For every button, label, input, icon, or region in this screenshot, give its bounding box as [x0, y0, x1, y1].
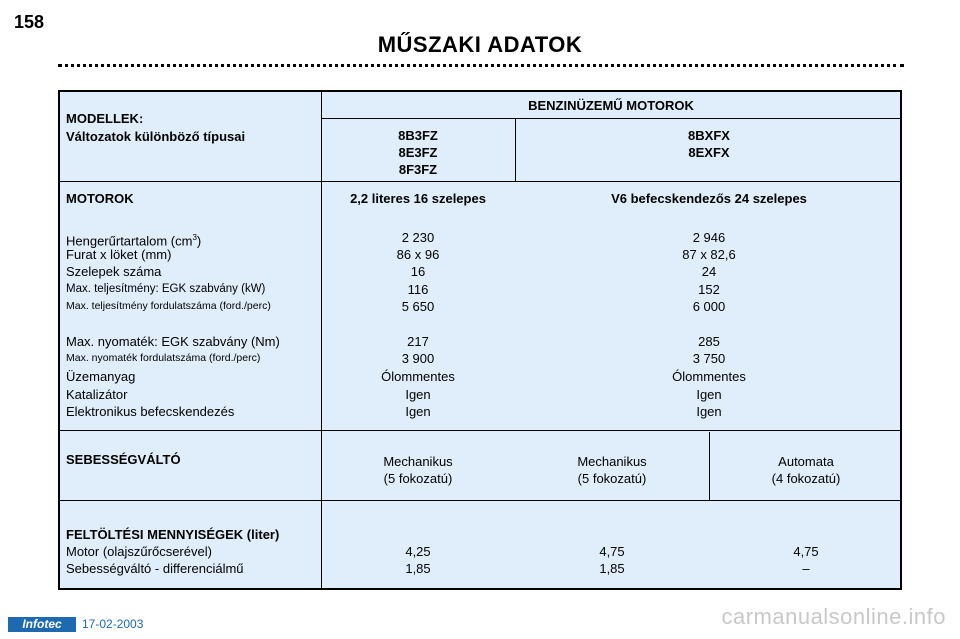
- row-divider-motors: [60, 430, 900, 431]
- capacity-value-col2b: –: [802, 561, 810, 576]
- col1-code-2: 8E3FZ: [398, 145, 438, 160]
- row-divider-group: [321, 118, 900, 119]
- capacity-label-engine: Motor (olajszűrőcserével): [66, 544, 212, 559]
- row-divider-gearbox: [60, 500, 900, 501]
- capacity-label-gearbox: Sebességváltó - differenciálmű: [66, 561, 244, 576]
- gearbox-col2a-type: Mechanikus: [577, 454, 647, 469]
- spec-value-col1: 217: [407, 334, 429, 349]
- spec-label-displacement: Hengerűrtartalom $(cm^3)$: [66, 233, 202, 249]
- page-number: 158: [14, 12, 45, 32]
- capacity-value-col2a: 4,75: [599, 544, 625, 559]
- spec-value-col2: Igen: [696, 387, 722, 402]
- capacity-value-col1: 4,25: [405, 544, 431, 559]
- motors-col2: V6 befecskendezős 24 szelepes: [611, 191, 807, 206]
- spec-value-col2: 152: [698, 282, 720, 297]
- col2-code-1: 8BXFX: [688, 128, 730, 143]
- page-title: MŰSZAKI ADATOK: [377, 32, 583, 57]
- spec-label-catalyst: Katalizátor: [66, 387, 128, 402]
- spec-value-col1: Igen: [405, 387, 431, 402]
- spec-label-max-torque: Max. nyomaték: EGK szabvány (Nm): [66, 334, 280, 349]
- spec-value-col1: 3 900: [401, 351, 435, 366]
- engine-group-heading: BENZINÜZEMŰ MOTOROK: [528, 98, 694, 113]
- motors-label: MOTOROK: [66, 191, 134, 206]
- capacity-value-col2a: 1,85: [599, 561, 625, 576]
- spec-value-col1: 5 650: [401, 299, 435, 314]
- gearbox-col1-type: Mechanikus: [383, 454, 453, 469]
- capacity-value-col1: 1,85: [405, 561, 431, 576]
- spec-value-col2: 6 000: [692, 299, 726, 314]
- gearbox-col1-gears: (5 fokozatú): [383, 471, 453, 486]
- spec-label-bore-stroke: Furat x löket (mm): [66, 247, 172, 262]
- col2-code-2: 8EXFX: [688, 145, 730, 160]
- models-label: MODELLEK:: [66, 111, 144, 126]
- infotec-logo: Infotec: [8, 617, 76, 632]
- capacities-label: FELTÖLTÉSI MENNYISÉGEK (liter): [66, 527, 280, 542]
- spec-value-col2: 3 750: [692, 351, 726, 366]
- footer-date: 17-02-2003: [82, 617, 144, 631]
- spec-value-col1: 16: [410, 264, 426, 279]
- spec-value-col1: 116: [407, 282, 429, 297]
- row-divider-header: [60, 181, 900, 182]
- spec-value-col1: 2 230: [401, 230, 435, 245]
- spec-value-col2: 2 946: [692, 230, 726, 245]
- spec-label-injection: Elektronikus befecskendezés: [66, 404, 235, 419]
- gearbox-col2b-gears: (4 fokozatú): [771, 471, 841, 486]
- spec-table: [58, 90, 902, 590]
- capacity-value-col2b: 4,75: [793, 544, 819, 559]
- col1-code-3: 8F3FZ: [398, 162, 438, 177]
- spec-label-max-power: Max. teljesítmény: EGK szabvány (kW): [66, 283, 266, 295]
- spec-label-fuel: Üzemanyag: [66, 369, 136, 384]
- gearbox-label: SEBESSÉGVÁLTÓ: [66, 452, 181, 467]
- motors-col1: 2,2 literes 16 szelepes: [350, 191, 486, 206]
- spec-value-col1: Ólommentes: [381, 369, 455, 384]
- gearbox-col2b-type: Automata: [778, 454, 834, 469]
- spec-value-col2: 87 x 82,6: [682, 247, 736, 262]
- spec-value-col2: Ólommentes: [672, 369, 746, 384]
- spec-value-col2: 24: [701, 264, 717, 279]
- spec-value-col2: 285: [698, 334, 720, 349]
- spec-label-max-power-rpm: Max. teljesítmény fordulatszáma (ford./perc): [66, 300, 271, 312]
- site-watermark: carmanualsonline.info: [721, 604, 946, 629]
- gearbox-col2a-gears: (5 fokozatú): [577, 471, 647, 486]
- spec-value-col1: Igen: [405, 404, 431, 419]
- col1-code-1: 8B3FZ: [398, 128, 438, 143]
- spec-label-max-torque-rpm: Max. nyomaték fordulatszáma (ford./perc): [66, 352, 261, 364]
- spec-label-valves: Szelepek száma: [66, 264, 162, 279]
- spec-value-col2: Igen: [696, 404, 722, 419]
- spec-value-col1: 86 x 96: [396, 247, 440, 262]
- dotted-divider: [58, 64, 904, 67]
- variants-label: Változatok különböző típusai: [66, 129, 246, 144]
